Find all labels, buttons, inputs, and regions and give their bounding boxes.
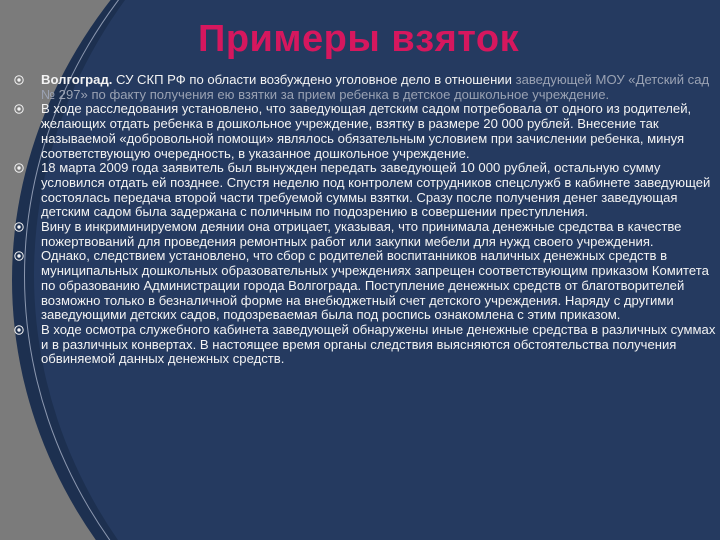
list-item (14, 249, 716, 323)
bullet-list (14, 73, 716, 367)
item-text: СУ СКП РФ по области возбуждено уголовное дело в отношении (112, 72, 512, 87)
list-item (14, 220, 716, 249)
list-item (14, 161, 716, 220)
circled-dot-icon (14, 163, 24, 173)
circled-dot-icon (14, 222, 24, 232)
item-text: Однако, следствием установлено, что сбор с родителей воспитанников наличных денежных средств в муниципальных дошкольных образовательных учреждениях запрещен соответствующим приказом Комитета по образованию Администрации города Волгограда. Поступление денежных средств от благотворителей возможно только в безналичной форме на внебюджетный счет детского учреждения. Наряду с другими заведующими детских садов, подозреваемая была под роспись ознакомлена с этим приказом. (41, 248, 709, 323)
item-text: 18 марта 2009 года заявитель был вынужден передать заведующей 10 000 рублей, остальную сумму условился отдать ей позднее. Спустя неделю под контролем сотрудников спецслужб в кабинете заведующей состоялась передача второй части требуемой суммы взятки. Сразу после получения денег заведующая детским садом была задержана с поличным по подозрению в совершении преступления. (41, 160, 711, 220)
circled-dot-icon (14, 104, 24, 114)
item-text-dim: заведующей МОУ «Детский сад № 297» по факту получения ею взятки за прием ребенка в детское дошкольное учреждение. (41, 72, 710, 102)
circled-dot-icon (14, 75, 24, 85)
circled-dot-icon (14, 325, 24, 335)
item-lead: Волгоград. (41, 72, 113, 87)
item-text: Вину в инкриминируемом деянии она отрицает, указывая, что принимала денежные средства в качестве пожертвований для проведения ремонтных работ или закупки мебели для нужд своего учреждения. (41, 219, 682, 249)
slide-title: Примеры взяток (198, 18, 520, 60)
list-item (14, 102, 716, 161)
circled-dot-icon (14, 251, 24, 261)
item-text: В ходе расследования установлено, что заведующая детским садом потребовала от одного из родителей, желающих отдать ребенка в дошкольное учреждение, взятку в размере 20 000 рублей. Внесение так называемой «добровольной помощи» являлось обязательным условием при зачислении ребенка, минуя соответствующую очередность, в указанное дошкольное учреждение. (41, 101, 692, 161)
list-item (14, 73, 716, 102)
list-item (14, 323, 716, 367)
item-text: В ходе осмотра служебного кабинета заведующей обнаружены иные денежные средства в различных суммах и в различных конвертах. В настоящее время органы следствия выясняются обстоятельства получения обвиняемой данных денежных средств. (41, 321, 716, 367)
